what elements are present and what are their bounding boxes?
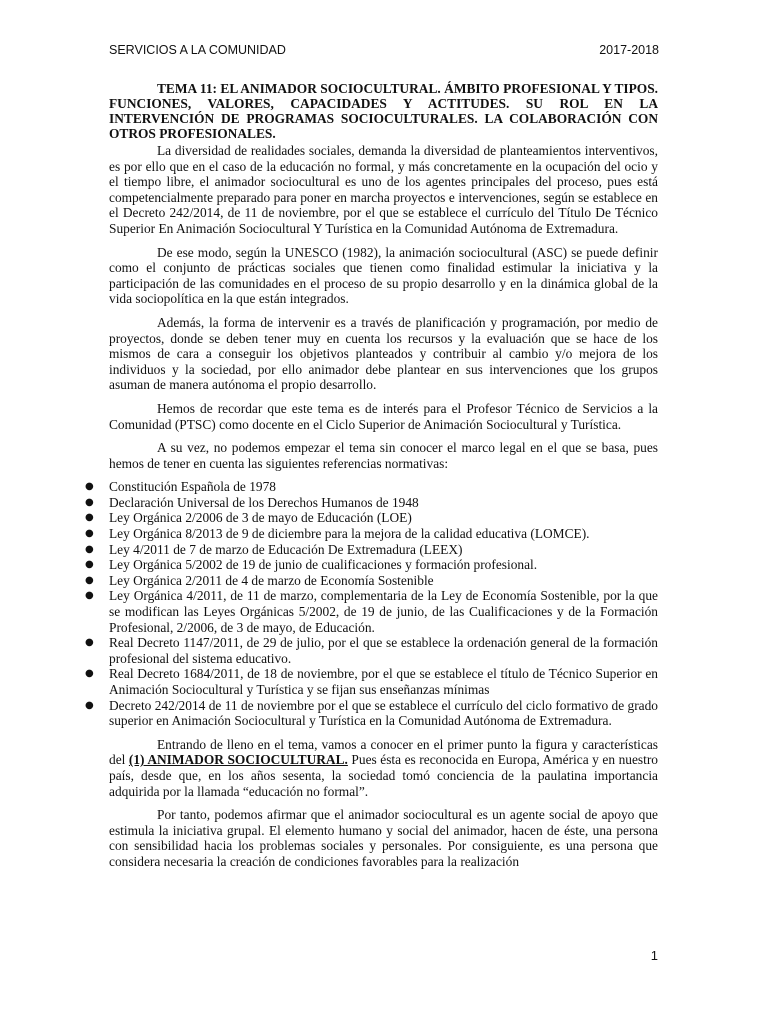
- list-item: ● Ley Orgánica 8/2013 de 9 de diciembre para la mejora de la calidad educativa (LOMCE).: [85, 526, 590, 542]
- header-left: SERVICIOS A LA COMUNIDAD: [109, 43, 286, 57]
- section-heading: (1) ANIMADOR SOCIOCULTURAL.: [128, 752, 348, 768]
- paragraph: La diversidad de realidades sociales, demanda la diversidad de planteamientos interventivos, es por ello que en el caso de la educación no formal, y más concretamente en la ocupación del ocio y el tiempo libre, el animador sociocultural es uno de los agentes principales del proceso, pues está competencialmente preparado para poner en marcha proyectos e intervenciones, según se establece en el Decreto 242/2014, de 11 de noviembre, por el que se establece el currículo del Título De Técnico Superior En Animación Sociocultural Y Turística en la Comunidad Autónoma de Extremadura.: [109, 143, 658, 236]
- bullet-icon: ●: [85, 668, 94, 680]
- paragraph: Además, la forma de intervenir es a través de planificación y programación, por medio de proyectos, donde se deben tener muy en cuenta los recursos y la evaluación que se hace de los mismos de cara a conseguir los objetivos planteados y contribuir al cambio y/o mejora de los individuos y la sociedad, por ello animador debe plantear en sus intervenciones que los grupos asuman de manera autónoma el propio desarrollo.: [109, 314, 658, 393]
- paragraph: A su vez, no podemos empezar el tema sin conocer el marco legal en el que se basa, pues hemos de tener en cuenta las siguientes referencias normativas:: [109, 440, 658, 471]
- list-item: ● Ley Orgánica 2/2006 de 3 de mayo de Educación (LOE): [85, 510, 412, 526]
- bullet-icon: ●: [85, 543, 94, 555]
- list-item: ● Real Decreto 1147/2011, de 29 de julio, por el que se establece la ordenación general de la formación profesional del sistema educativo.: [85, 635, 658, 666]
- page-number: 1: [650, 948, 658, 963]
- document-title: TEMA 11: EL ANIMADOR SOCIOCULTURAL. ÁMBITO PROFESIONAL Y TIPOS. FUNCIONES, VALORES, CAPACIDADES Y ACTITUDES. SU ROL EN LA INTERVENCIÓN DE PROGRAMAS SOCIOCULTURALES. LA COLABORACIÓN CON OTROS PROFESIONALES.: [109, 81, 658, 141]
- bullet-icon: ●: [85, 559, 94, 571]
- list-item: ● Ley Orgánica 2/2011 de 4 de marzo de Economía Sostenible: [85, 572, 434, 588]
- list-item: ● Ley Orgánica 5/2002 de 19 de junio de cualificaciones y formación profesional.: [85, 557, 538, 573]
- section-intro-paragraph: Entrando de lleno en el tema, vamos a conocer en el primer punto la figura y características del (1) ANIMADOR SOCIOCULTURAL. Pues ésta es reconocida en Europa, América y en nuestro país, desde que, en los años sesenta, la sociedad tomó conciencia de la paulatina importancia adquirida por la llamada “educación no formal”.: [109, 736, 658, 799]
- bullet-icon: ●: [85, 637, 94, 649]
- bullet-icon: ●: [85, 528, 94, 540]
- list-item: ● Constitución Española de 1978: [85, 479, 276, 495]
- references-list: [85, 479, 658, 729]
- bullet-icon: ●: [85, 496, 94, 508]
- list-item: ● Ley 4/2011 de 7 de marzo de Educación De Extremadura (LEEX): [85, 541, 463, 557]
- paragraph: Por tanto, podemos afirmar que el animador sociocultural es un agente social de apoyo que estimula la iniciativa grupal. El elemento humano y social del animador, hacen de éste, una persona con sensibilidad hacia los problemas sociales y personales. Por consiguiente, es una persona que considera necesaria la creación de condiciones favorables para la realización: [109, 807, 658, 869]
- header-right: 2017-2018: [599, 43, 659, 57]
- document-body: [85, 81, 658, 878]
- list-item: ● Real Decreto 1684/2011, de 18 de noviembre, por el que se establece el título de Técnico Superior en Animación Sociocultural y Turística y se fijan sus enseñanzas mínimas: [85, 666, 658, 697]
- page-header: [109, 43, 659, 57]
- list-item: ● Decreto 242/2014 de 11 de noviembre por el que se establece el currículo del ciclo formativo de grado superior en Animación Sociocultural y Turística en la Comunidad Autónoma de Extremadura.: [85, 697, 658, 729]
- bullet-icon: ●: [85, 590, 94, 602]
- bullet-icon: ●: [85, 574, 94, 586]
- paragraph: Hemos de recordar que este tema es de interés para el Profesor Técnico de Servicios a la Comunidad (PTSC) como docente en el Ciclo Superior de Animación Sociocultural y Turística.: [109, 400, 658, 432]
- bullet-icon: ●: [85, 481, 94, 493]
- paragraph: De ese modo, según la UNESCO (1982), la animación sociocultural (ASC) se puede definir como el conjunto de prácticas sociales que tienen como finalidad estimular la iniciativa y la participación de las comunidades en el proceso de su propio desarrollo y en la dinámica global de la vida sociopolítica en la que están integrados.: [109, 244, 658, 307]
- list-item: ● Ley Orgánica 4/2011, de 11 de marzo, complementaria de la Ley de Economía Sostenible, por la que se modifican las Leyes Orgánicas 5/2002, de 19 de junio, de las Cualificaciones y de la Formación Profesional, 2/2006, de 3 de mayo, de Educación.: [85, 588, 658, 635]
- bullet-icon: ●: [85, 699, 94, 711]
- list-item: ● Declaración Universal de los Derechos Humanos de 1948: [85, 494, 419, 510]
- bullet-icon: ●: [85, 512, 94, 524]
